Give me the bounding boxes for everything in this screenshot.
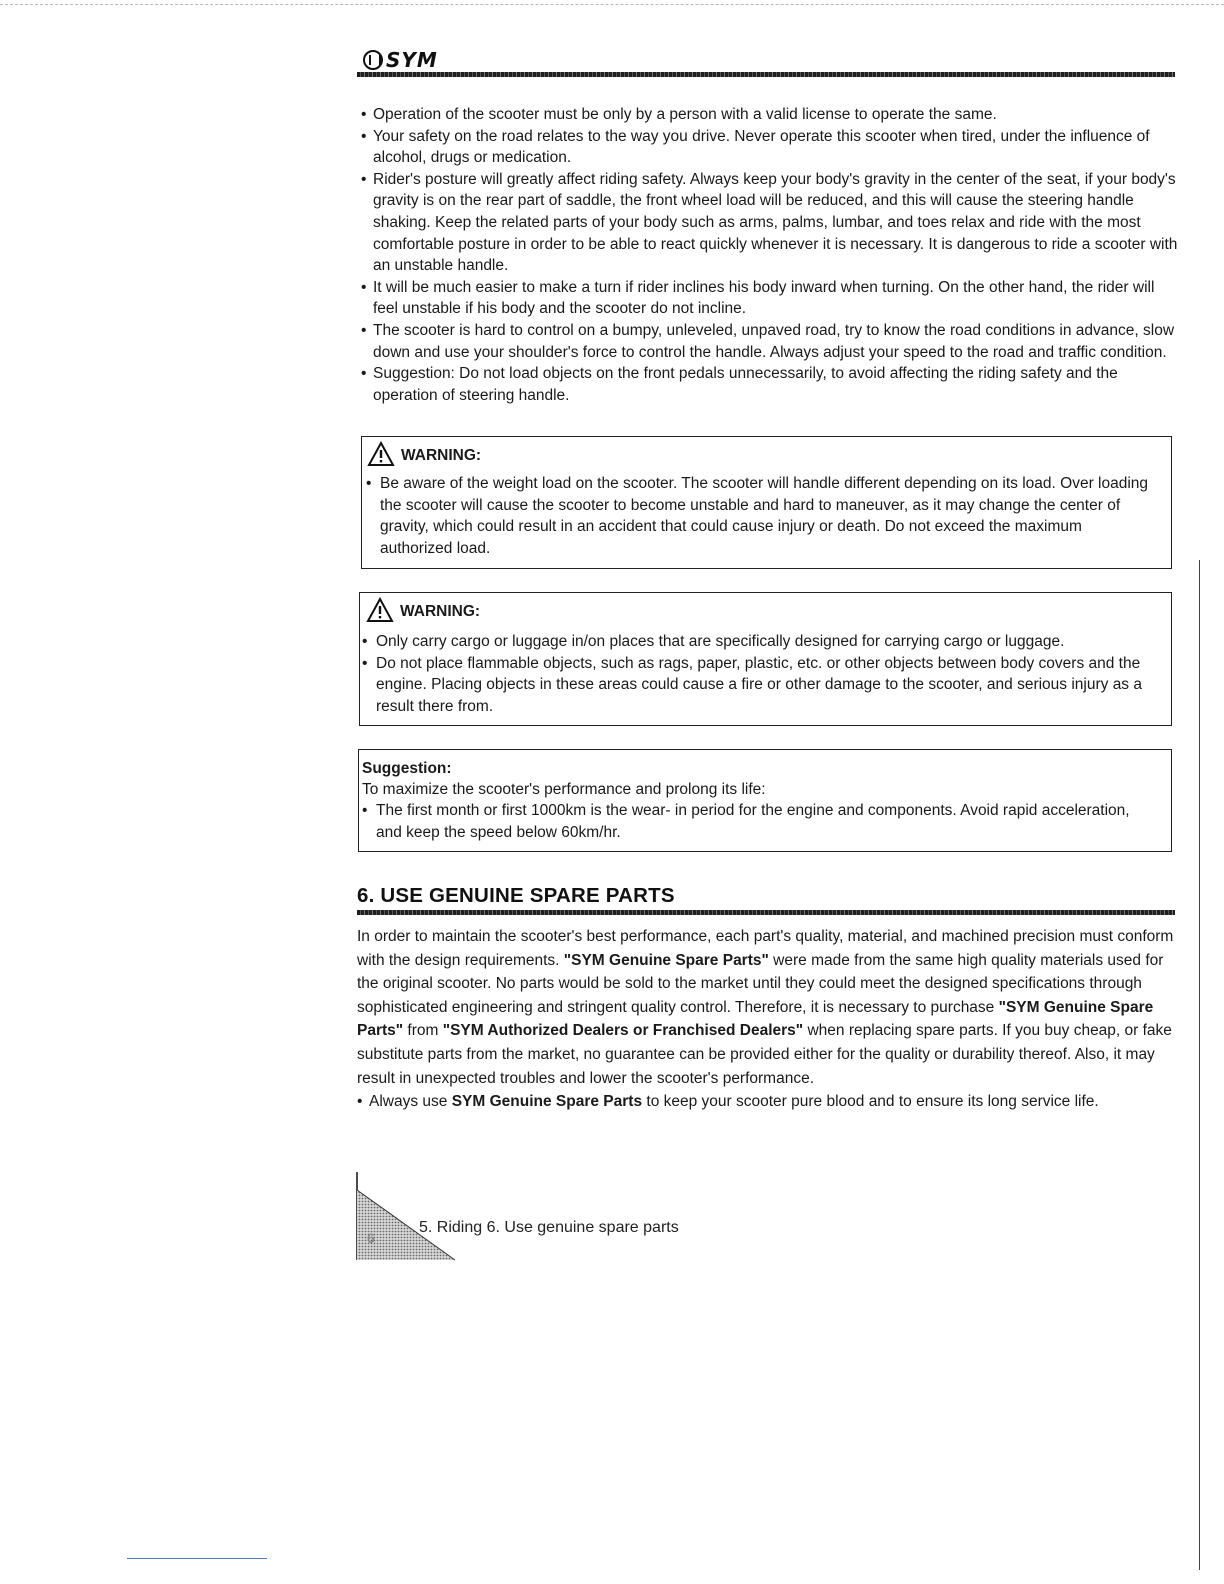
paragraph-text: were made from the same high quality materials used for the original scooter. No parts would be sold to the market until they could meet the designed specifications through sophisticated engineering and stringent quality control. Therefore, it is necessary to purchase [357,951,1164,1016]
list-item: • The first month or first 1000km is the wear- in period for the engine and components. Avoid rapid acceleration, and keep the speed below 60km/hr. [362,800,1152,843]
warning-heading-text: WARNING: [401,447,482,465]
intro-bullet-list [361,104,1179,406]
list-item: • Do not place flammable objects, such as rags, paper, plastic, etc. or other objects between body covers and the engine. Placing objects in these areas could cause a fire or other damage to the scooter, and serious injury as a result there from. [362,653,1162,718]
bullet-text: to keep your scooter pure blood and to ensure its long service life. [642,1093,1099,1111]
emphasis-text: SYM Genuine Spare Parts [451,1093,643,1111]
warning-triangle-icon [367,441,395,467]
bullet-text: Always use [369,1093,452,1111]
warning-heading [366,597,480,623]
paragraph-text: from [403,1022,443,1040]
list-item: • The scooter is hard to control on a bumpy, unleveled, unpaved road, try to know the road conditions in advance, slow down and use your shoulder's force to control the handle. Always adjust your speed to the road and traffic condition. [361,320,1179,363]
sym-logo-icon [363,50,383,70]
scan-edge-right [1199,560,1200,1570]
warning-box-cargo [359,592,1172,726]
paragraph-text: In order to maintain the scooter's best performance, each part's quality, material, and machined precision must conform with the design requirements. [357,928,1174,969]
suggestion-heading: Suggestion: [362,760,452,777]
scan-edge-top [0,4,1224,7]
footer-label: 5. Riding 6. Use genuine spare parts [419,1219,679,1236]
list-item: • Suggestion: Do not load objects on the front pedals unnecessarily, to avoid affecting the riding safety and the operation of steering handle. [361,363,1179,406]
warning-box-load [361,436,1172,569]
brand-logo [363,48,438,72]
emphasis-text: "SYM Genuine Spare Parts" [563,951,769,969]
emphasis-text: "SYM Authorized Dealers or Franchised Dealers" [442,1022,804,1040]
warning-list [366,473,1156,559]
section-rule [357,910,1175,915]
warning-triangle-icon [366,597,394,623]
section-paragraph [357,925,1175,1090]
list-item: • Rider's posture will greatly affect riding safety. Always keep your body's gravity in the center of the seat, if your body's gravity is on the rear part of saddle, the front wheel load will be reduced, and this will cause the steering handle shaking. Keep the related parts of your body such as arms, palms, lumbar, and toes relax and ride with the most comfortable posture in order to be able to react quickly whenever it is necessary. It is dangerous to ride a scooter with an unstable handle. [361,169,1179,277]
section-body [357,925,1175,1114]
header-rule [357,72,1175,77]
warning-heading-text: WARNING: [400,603,481,621]
section-bullet-list [357,1090,1175,1114]
list-item: • Operation of the scooter must be only by a person with a valid license to operate the same. [361,104,1179,126]
list-item [357,1090,1175,1114]
page-number: 6 [367,1230,375,1246]
suggestion-box [358,749,1172,852]
page-corner-tab-icon [355,1170,459,1264]
warning-list [362,631,1162,717]
list-item: • Your safety on the road relates to the way you drive. Never operate this scooter when tired, under the influence of alcohol, drugs or medication. [361,126,1179,169]
paragraph-text: when replacing spare parts. If you buy cheap, or fake substitute parts from the market, no guarantee can be provided either for the quality or durability thereof. Also, it may result in unexpected troubles and lower the scooter's performance. [357,1022,1172,1087]
list-item: • Only carry cargo or luggage in/on places that are specifically designed for carrying cargo or luggage. [362,631,1162,653]
brand-logo-text: SYM [386,48,438,72]
suggestion-intro: To maximize the scooter's performance and prolong its life: [362,781,766,798]
page-footer [355,1170,815,1265]
scan-edge-bottom [127,1558,267,1559]
intro-section [361,104,1179,406]
page-header [357,44,1187,84]
list-item: • It will be much easier to make a turn if rider inclines his body inward when turning. On the other hand, the rider will feel unstable if his body and the scooter do not incline. [361,277,1179,320]
warning-heading [367,441,481,467]
list-item: • Be aware of the weight load on the scooter. The scooter will handle different depending on its load. Over loading the scooter will cause the scooter to become unstable and hard to maneuver, as it may change the center of gravity, which could result in an accident that could cause injury or death. Do not exceed the maximum authorized load. [366,473,1156,559]
emphasis-text: "SYM Genuine Spare Parts" [357,998,1154,1040]
suggestion-list [362,800,1152,843]
section-title: 6. USE GENUINE SPARE PARTS [357,884,675,907]
